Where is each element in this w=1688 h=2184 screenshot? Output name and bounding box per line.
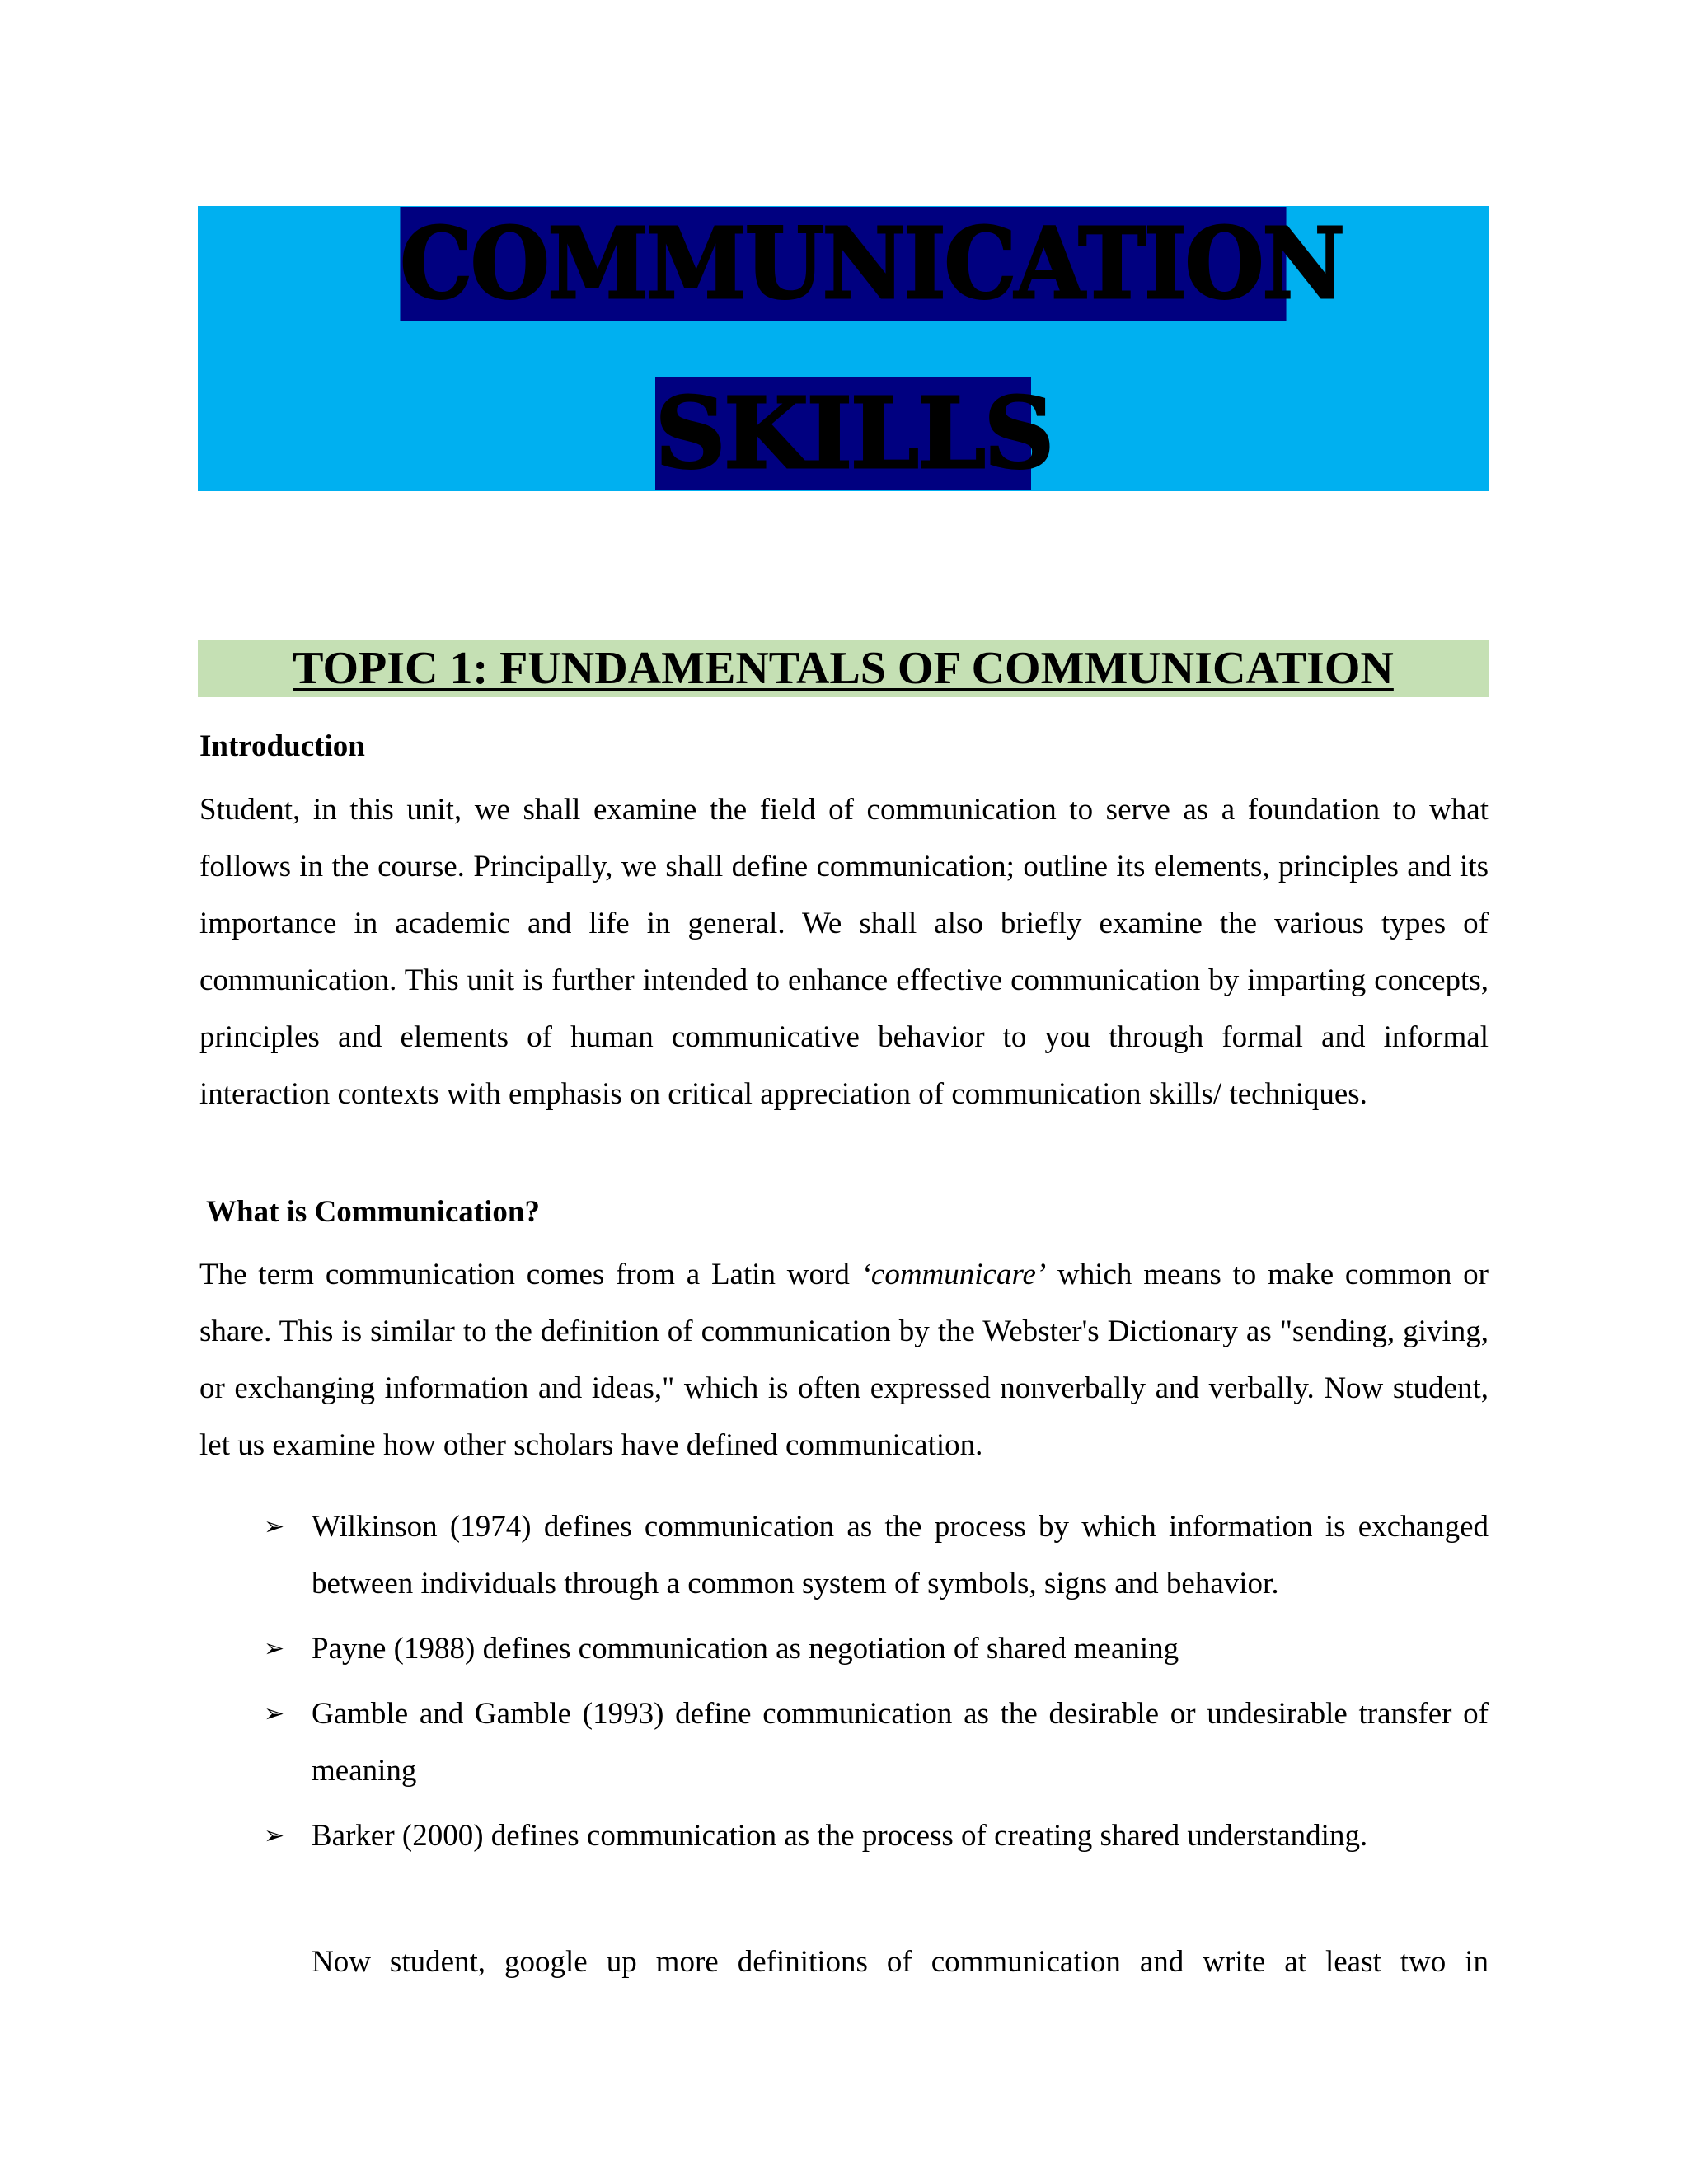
title-banner	[198, 206, 1489, 491]
what-text-after: which means to make common or share. This is similar to the definition of communication by the Webster's Dictionary as "sending, giving, or exchanging information and ideas," which is often expressed nonverbally and verbally. Now student, let us examine how other scholars have defined communication.	[199, 1258, 1489, 1462]
what-paragraph	[199, 1246, 1489, 1474]
definitions-list	[264, 1498, 1489, 1872]
list-item	[264, 1498, 1489, 1612]
arrow-bullet-icon: ➢	[264, 1821, 285, 1850]
what-text-before: The term communication comes from a Latin word	[199, 1258, 861, 1291]
topic-title: TOPIC 1: FUNDAMENTALS OF COMMUNICATION	[293, 643, 1394, 694]
banner-title-line-2: SKILLS	[655, 376, 1053, 490]
arrow-bullet-icon: ➢	[264, 1634, 285, 1663]
list-item	[264, 1807, 1489, 1864]
intro-heading: Introduction	[199, 729, 365, 763]
list-item	[264, 1685, 1489, 1799]
definition-text: Gamble and Gamble (1993) define communication as the desirable or undesirable transfer of meaning	[312, 1697, 1489, 1788]
intro-paragraph: Student, in this unit, we shall examine the field of communication to serve as a foundation to what follows in the course. Principally, we shall define communication; outline its elements, principles and its importance in academic and life in general. We shall also briefly examine the various types of communication. This unit is further intended to enhance effective communication by imparting concepts, principles and elements of human communicative behavior to you through formal and informal interaction contexts with emphasis on critical appreciation of communication skills/ techniques.	[199, 793, 1489, 1111]
list-item	[264, 1620, 1489, 1677]
topic-heading-bar	[198, 640, 1489, 697]
arrow-bullet-icon: ➢	[264, 1699, 285, 1728]
definition-text: Payne (1988) defines communication as negotiation of shared meaning	[312, 1632, 1179, 1666]
latin-term: ‘communicare’	[860, 1258, 1047, 1291]
banner-title-line-1: COMMUNICATION	[400, 206, 1343, 321]
what-heading: What is Communication?	[206, 1195, 540, 1229]
definition-text: Barker (2000) defines communication as the process of creating shared understanding.	[312, 1819, 1368, 1853]
closing-paragraph: Now student, google up more definitions of communication and write at least two in	[312, 1945, 1489, 1979]
arrow-bullet-icon: ➢	[264, 1512, 285, 1541]
definition-text: Wilkinson (1974) defines communication as the process by which information is exchanged between individuals through a common system of symbols, signs and behavior.	[312, 1510, 1489, 1601]
